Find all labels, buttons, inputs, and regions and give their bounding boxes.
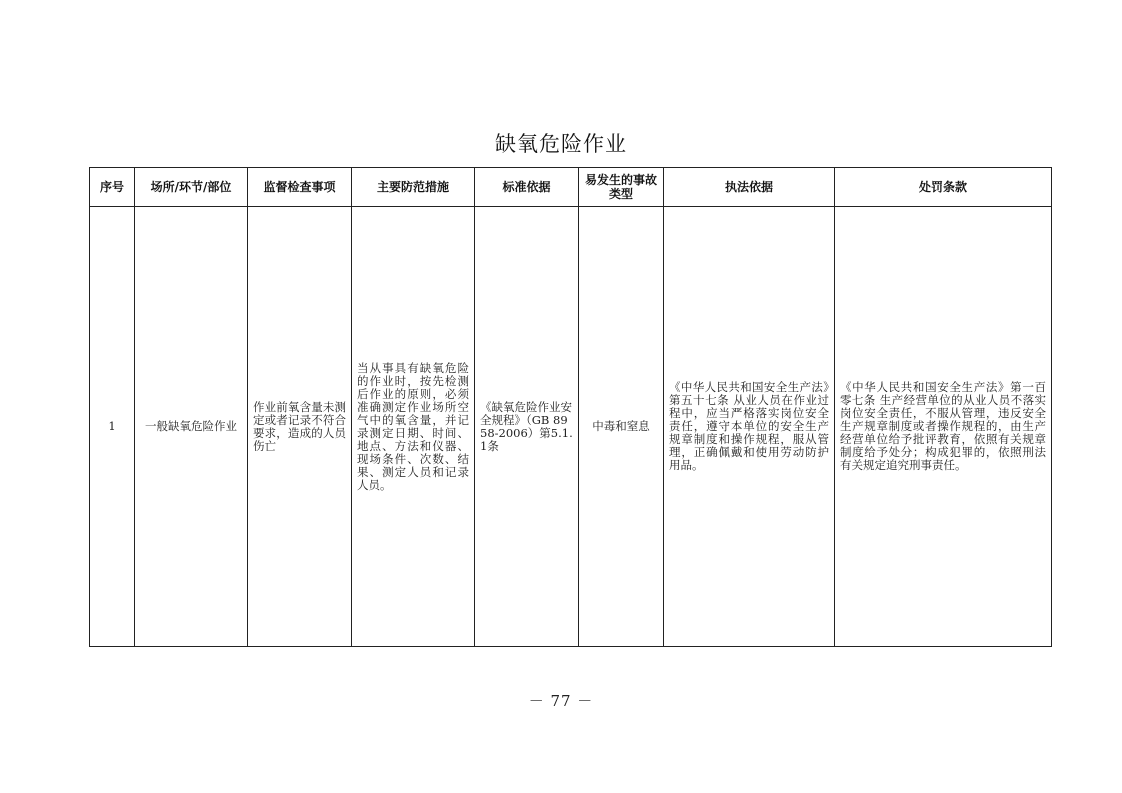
- cell-place: 一般缺氧危险作业: [135, 207, 248, 647]
- table-row: [90, 207, 1052, 647]
- cell-standard-basis: 《缺氧危险作业安全规程》（GB 8958-2006）第5.1.1条: [475, 207, 579, 647]
- cell-prevention-measures: 当从事具有缺氧危险的作业时，按先检测后作业的原则，必须准确测定作业场所空气中的氧含量，并记录测定日期、时间、地点、方法和仪器、现场条件、次数、结果、测定人员和记录人员。: [352, 207, 475, 647]
- header-accident-type: 易发生的事故类型: [579, 168, 664, 207]
- cell-num: 1: [90, 207, 135, 647]
- header-standard-basis: 标准依据: [475, 168, 579, 207]
- cell-penalty-clause: 《中华人民共和国安全生产法》第一百零七条 生产经营单位的从业人员不落实岗位安全责任，不服从管理，违反安全生产规章制度或者操作规程的，由生产经营单位给予批评教育，依照有关规章制度给予处分；构成犯罪的，依照刑法有关规定追究刑事责任。: [835, 207, 1052, 647]
- page-title: 缺氧危险作业: [495, 132, 627, 156]
- header-prevention-measures: 主要防范措施: [352, 168, 475, 207]
- header-num: 序号: [90, 168, 135, 207]
- header-law-basis: 执法依据: [664, 168, 835, 207]
- header-inspection-item: 监督检查事项: [248, 168, 352, 207]
- table-header-row: [90, 168, 1052, 207]
- regulation-table: [89, 167, 1052, 647]
- header-place: 场所/环节/部位: [135, 168, 248, 207]
- cell-inspection-item: 作业前氧含量未测定或者记录不符合要求，造成的人员伤亡: [248, 207, 352, 647]
- cell-accident-type: 中毒和窒息: [579, 207, 664, 647]
- page-number: － 77 －: [528, 692, 594, 710]
- cell-law-basis: 《中华人民共和国安全生产法》第五十七条 从业人员在作业过程中，应当严格落实岗位安全责任，遵守本单位的安全生产规章制度和操作规程，服从管理，正确佩戴和使用劳动防护用品。: [664, 207, 835, 647]
- header-penalty-clause: 处罚条款: [835, 168, 1052, 207]
